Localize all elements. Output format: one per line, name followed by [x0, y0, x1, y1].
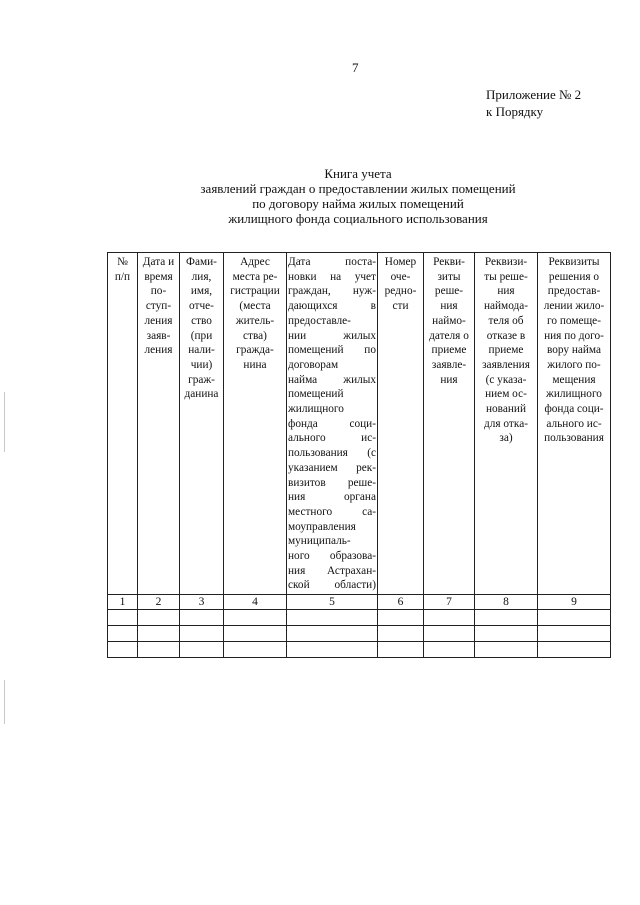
title-line-3: по договору найма жилых помещений — [252, 196, 464, 211]
column-number: 1 — [108, 595, 138, 610]
table-cell — [378, 610, 424, 626]
table-cell — [180, 626, 224, 642]
title-line-4: жилищного фонда социального использования — [228, 211, 488, 226]
table-cell — [224, 642, 287, 658]
scan-margin-mark — [4, 392, 5, 452]
page-number: 7 — [352, 60, 359, 75]
column-number: 7 — [424, 595, 475, 610]
table-cell — [108, 610, 138, 626]
title-line-2: заявлений граждан о предоставлении жилых помещений — [200, 181, 516, 196]
document-title — [0, 166, 640, 226]
header-cell-queue-number: Номер оче- редно- сти — [378, 253, 424, 595]
header-cell-refusal-decision: Реквизи- ты реше- ния наймода- теля об отказе в приеме заявления (с указа- нием ос- нований для отка- за) — [475, 253, 538, 595]
table-row — [108, 642, 611, 658]
table-cell — [424, 610, 475, 626]
header-cell-provision-decision: Реквизиты решения о предостав- лении жило- го помеще- ния по дого- вору найма жилого по- мещения жилищного фонда соци- ального ис- пользования — [538, 253, 611, 595]
header-cell-number: № п/п — [108, 253, 138, 595]
table-cell — [287, 642, 378, 658]
table-cell — [287, 626, 378, 642]
appendix-line-2: к Порядку — [486, 104, 544, 119]
column-number: 6 — [378, 595, 424, 610]
table-cell — [180, 642, 224, 658]
table-cell — [138, 626, 180, 642]
table-cell — [538, 610, 611, 626]
table-cell — [224, 626, 287, 642]
scan-margin-mark — [4, 680, 5, 724]
table-cell — [378, 626, 424, 642]
header-cell-registration-date: Дата поста- новки на учет граждан, нуж- дающихся в предоставле- нии жилых помещений по договорам найма жилых помещений жилищного фонда соци- ального ис- пользования (с указанием рек- визитов реше- ния органа местного са- моуправления муниципаль- ного образова- ния Астрахан- ской области) — [287, 253, 378, 595]
table-cell — [108, 626, 138, 642]
column-number: 5 — [287, 595, 378, 610]
header-row — [108, 253, 611, 595]
column-number: 8 — [475, 595, 538, 610]
table-row — [108, 626, 611, 642]
table-cell — [424, 626, 475, 642]
column-number: 2 — [138, 595, 180, 610]
title-line-1: Книга учета — [324, 166, 392, 181]
table-cell — [424, 642, 475, 658]
header-cell-address: Адрес места ре- гистрации (места житель- ства) гражда- нина — [224, 253, 287, 595]
table-row — [108, 610, 611, 626]
appendix-line-1: Приложение № 2 — [486, 87, 582, 102]
header-cell-date: Дата и время по- ступ- ления заяв- ления — [138, 253, 180, 595]
column-number: 3 — [180, 595, 224, 610]
table-cell — [475, 642, 538, 658]
table-cell — [378, 642, 424, 658]
table-cell — [108, 642, 138, 658]
table-cell — [538, 642, 611, 658]
table-cell — [287, 610, 378, 626]
column-number: 9 — [538, 595, 611, 610]
appendix-reference — [486, 86, 581, 120]
table-cell — [138, 642, 180, 658]
column-number: 4 — [224, 595, 287, 610]
column-number-row — [108, 595, 611, 610]
table-cell — [224, 610, 287, 626]
table-cell — [538, 626, 611, 642]
table-cell — [138, 610, 180, 626]
table-cell — [475, 626, 538, 642]
register-table — [107, 252, 611, 658]
table-cell — [475, 610, 538, 626]
header-cell-name: Фами- лия, имя, отче- ство (при нали- чии) граж- данина — [180, 253, 224, 595]
header-cell-acceptance-decision: Рекви- зиты реше- ния наймо- дателя о приеме заявле- ния — [424, 253, 475, 595]
table-cell — [180, 610, 224, 626]
